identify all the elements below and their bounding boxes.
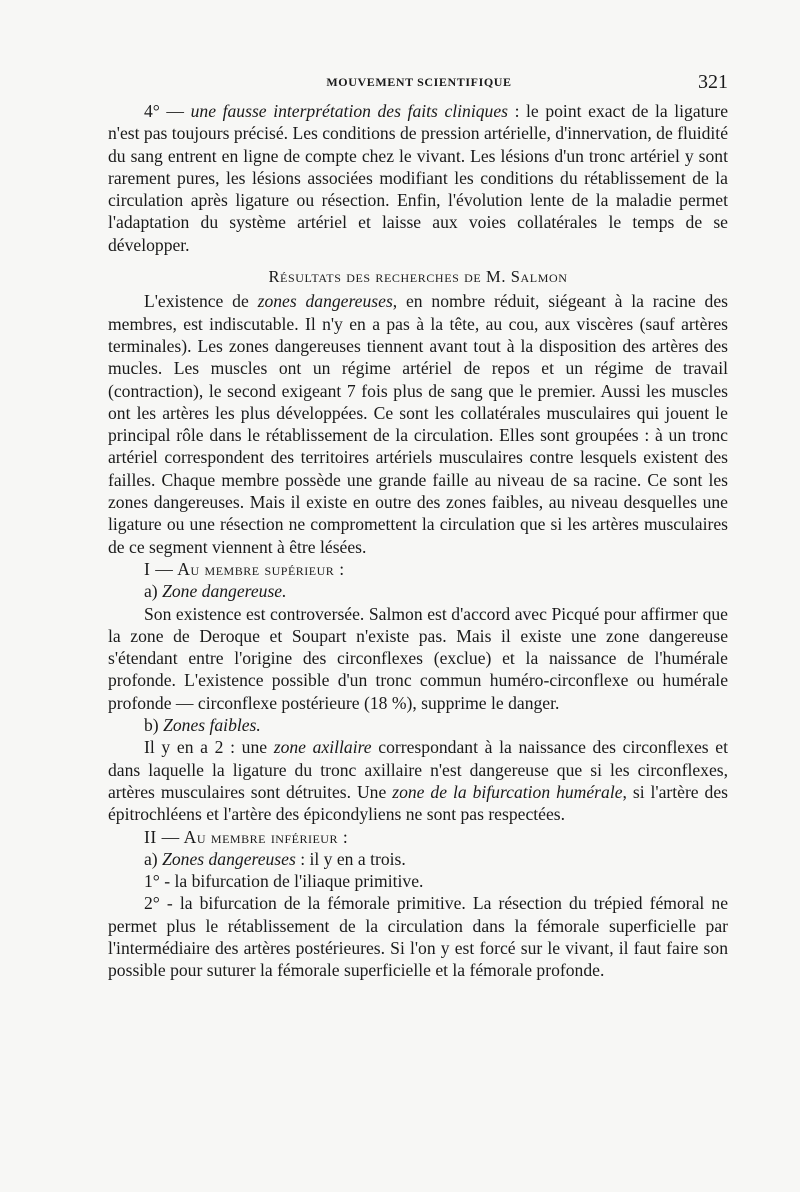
list-item-1: 1° - la bifurcation de l'iliaque primitive.: [144, 871, 424, 892]
subsection-label-upper-limb: I — Au membre supérieur :: [144, 558, 345, 579]
paragraph-point-4: 4° — une fausse interprétation des faits cliniques : le point exact de la ligature n'est pas toujours précisé. Les conditions de pression artérielle, d'innervation, de fluidité du sang entrent en ligne de compte chez le vivant. Les lésions d'un tronc artériel y sont rarement pures, les lésions associées modifiant les conditions du rétablissement de la circulation après ligature ou résection. Enfin, l'évolution lente de la maladie permet l'adaptation du système artériel et laisse aux voies collatérales le temps de se développer.: [108, 101, 729, 255]
list-item-2: 2° - la bifurcation de la fémorale primitive. La résection du trépied fémoral ne permet plus le rétablissement de la circulation dans la fémorale superficielle par l'intermédiaire des artères postérieures. Si l'on y est forcé sur le vivant, il faut faire son possible pour suturer la fémorale superficielle et la fémorale profonde.: [108, 893, 728, 981]
upper-b-text-3: , si l'artère des épitrochléens et l'artère des épicondyliens ne sont pas respectées.: [108, 781, 729, 825]
upper-b-label: b): [144, 715, 164, 736]
point-text: : le point exact de la ligature n'est pas toujours précisé. Les conditions de pression artérielle, d'innervation, de fluidité du sang entrent en ligne de compte chez le vivant. Les lésions d'un tronc artériel y sont rarement pures, les lésions associées modifiant les conditions du rétablissement de la circulation après ligature ou résection. Enfin, l'évolution lente de la maladie permet l'adaptation du système artériel et laisse aux voies collatérales le temps de se développer.: [108, 101, 729, 255]
upper-b-emphasis-2: zone de la bifurcation humérale: [392, 781, 623, 802]
page-number: 321: [698, 71, 728, 93]
lower-a-text: : il y en a trois.: [295, 848, 406, 869]
subsection-label-lower-limb: II — Au membre inférieur :: [144, 826, 349, 847]
upper-b-emphasis-1: zone axillaire: [273, 737, 372, 758]
upper-b-text-2: correspondant à la naissance des circonflexes et dans laquelle la ligature du tronc axillaire n'est dangereuse que si les circonflexes, artères musculaires sont détruites. Une: [108, 737, 729, 802]
upper-b-title: Zones faibles.: [163, 715, 261, 736]
running-title: MOUVEMENT SCIENTIFIQUE: [326, 75, 512, 89]
paragraph-results: [108, 290, 728, 558]
lower-a-title: Zones dangereuses: [162, 848, 296, 869]
paragraph-upper-a: Son existence est controversée. Salmon est d'accord avec Picqué pour affirmer que la zone de Deroque et Soupart n'existe pas. Mais il existe une zone dangereuse s'étendant entre l'origine des circonflexes (exclue) et la naissance de l'humérale profonde. L'existence possible d'un tronc commun huméro-circonflexe ou humérale profonde — circonflexe postérieure (18 %), supprime le danger.: [108, 603, 728, 713]
results-emphasis: zones dangereuses: [257, 291, 393, 312]
body-text: [108, 100, 728, 982]
upper-a-title: Zone dangereuse.: [162, 581, 287, 602]
point-number: 4°: [144, 101, 160, 121]
upper-b-text-1: Il y en a 2 : une: [144, 737, 274, 758]
paragraph-upper-b: [108, 736, 728, 825]
subsection-a-upper: [108, 580, 728, 602]
subsection-b-upper: [108, 714, 728, 736]
point-title: une fausse interprétation des faits cliniques: [190, 101, 508, 121]
subsection-a-lower: [108, 848, 728, 870]
upper-a-label: a): [144, 581, 163, 602]
section-heading-results: Résultats des recherches de M. Salmon: [268, 267, 568, 287]
results-text-rest: , en nombre réduit, siégeant à la racine des membres, est indiscutable. Il n'y en a pas à la tête, au cou, aux viscères (sauf artères terminales). Les zones dangereuses tiennent avant tout à la disposition des artères des mucles. Les muscles ont un régime artériel de repos et un régime de travail (contraction), le second exigeant 7 fois plus de sang que le premier. Aussi les muscles ont les artères les plus développées. Ce sont les collatérales musculaires qui jouent le principal rôle dans le rétablissement de la circulation. Elles sont groupées : à un tronc artériel correspondent des territoires artériels musculaires contre lesquels existent des failles. Chaque membre possède une grande faille au niveau de sa racine. Ce sont les zones dangereuses. Mais il existe en outre des zones faibles, au niveau desquelles une ligature ou une résection ne compromettent la circulation que si les artères musculaires de ce segment viennent à être lésées.: [108, 291, 728, 557]
running-head: [110, 71, 728, 97]
results-text-start: L'existence de: [144, 291, 258, 312]
lower-a-label: a): [144, 848, 163, 869]
